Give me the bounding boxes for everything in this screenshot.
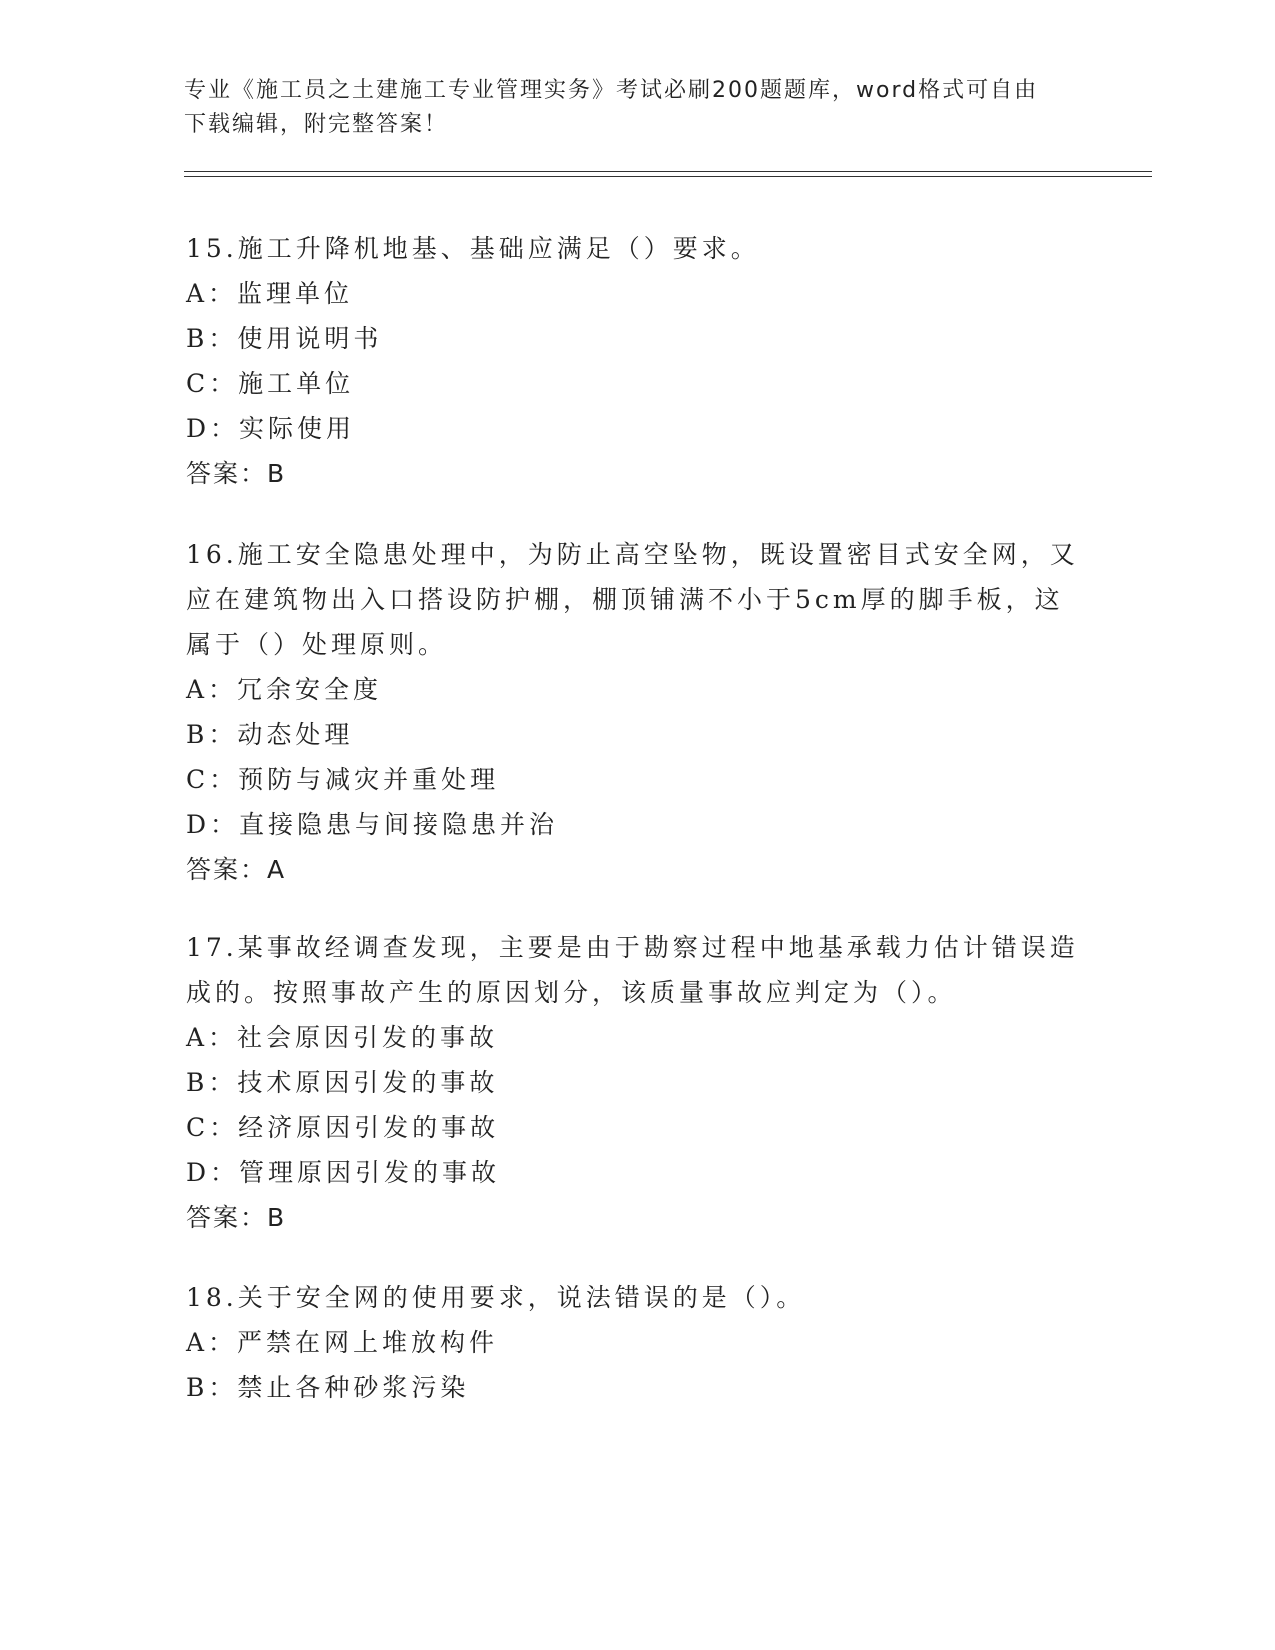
- question-16: [186, 532, 1086, 892]
- option-c: C：经济原因引发的事故: [186, 1113, 500, 1142]
- option-d: D：直接隐患与间接隐患并治: [186, 810, 559, 839]
- option-d: D：管理原因引发的事故: [186, 1158, 501, 1187]
- option-b: B：动态处理: [186, 720, 354, 749]
- answer: 答案：B: [186, 1203, 287, 1232]
- option-c: C：施工单位: [186, 369, 355, 398]
- option-d: D：实际使用: [186, 414, 356, 443]
- question-18: [186, 1275, 1086, 1410]
- option-a: A：社会原因引发的事故: [186, 1023, 499, 1052]
- question-stem: 15.施工升降机地基、基础应满足（）要求。: [186, 234, 760, 263]
- option-b: B：技术原因引发的事故: [186, 1068, 499, 1097]
- document-header: [184, 74, 1064, 142]
- option-a: A：严禁在网上堆放构件: [186, 1328, 499, 1357]
- option-a: A：冗余安全度: [186, 675, 383, 704]
- answer: 答案：B: [186, 459, 287, 488]
- header-line-2: 下载编辑，附完整答案！: [184, 112, 449, 137]
- header-line-1: 专业《施工员之土建施工专业管理实务》考试必刷200题题库，word格式可自由: [184, 78, 1039, 103]
- option-c: C：预防与减灾并重处理: [186, 765, 500, 794]
- question-stem: 17.某事故经调查发现，主要是由于勘察过程中地基承载力估计错误造成的。按照事故产生的原因划分，该质量事故应判定为（）。: [186, 933, 1079, 1007]
- answer: 答案：A: [186, 855, 287, 884]
- question-15: [186, 226, 1086, 496]
- header-divider-bottom: [184, 176, 1152, 177]
- question-stem: 18.关于安全网的使用要求，说法错误的是（）。: [186, 1283, 806, 1312]
- header-divider-top: [184, 171, 1152, 172]
- option-b: B：使用说明书: [186, 324, 383, 353]
- option-b: B：禁止各种砂浆污染: [186, 1373, 470, 1402]
- option-a: A：监理单位: [186, 279, 354, 308]
- question-stem: 16.施工安全隐患处理中，为防止高空坠物，既设置密目式安全网，又应在建筑物出入口搭设防护棚，棚顶铺满不小于5cm厚的脚手板，这属于（）处理原则。: [186, 540, 1079, 659]
- question-17: [186, 925, 1086, 1240]
